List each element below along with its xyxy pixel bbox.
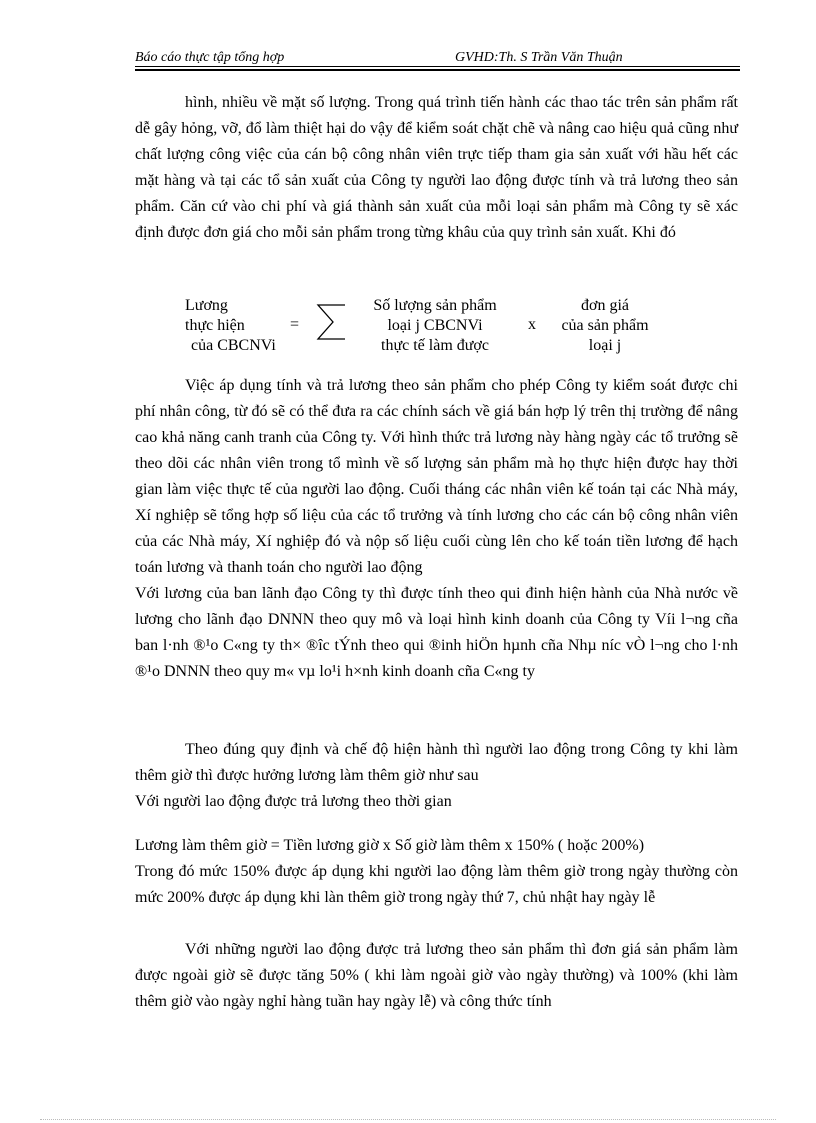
page-bottom-border [40,1119,776,1120]
formula-unit-price-line-2: của sản phẩm [561,317,649,334]
formula-quantity-line-1: Số lượng sản phẩm [373,297,497,314]
paragraph-piece-wage-intro: hình, nhiều về mặt số lượng. Trong quá trình tiến hành các thao tác trên sản phẩm rất dễ gây hỏng, vỡ, đổ làm thiệt hại do vậy để kiểm soát chặt chẽ và nâng cao hiệu quả cũng như chất lượng công việc của cán bộ công nhân viên trực tiếp tham gia sản xuất với hầu hết các mặt hàng và tại các tổ sản xuất của Công ty người lao động được tính và trả lương theo sản phẩm. Căn cứ vào chi phí và giá thành sản xuất của mỗi loại sản phẩm mà Công ty sẽ xác định được đơn giá cho mỗi sản phẩm trong từng khâu của quy trình sản xuất. Khi đó [135,94,738,241]
formula-lhs-line-2: thực hiện [185,317,245,334]
formula-unit-price-line-3: loại j [588,337,622,354]
header-supervisor: GVHD:Th. S Trần Văn Thuận [455,50,623,65]
header-rule-thin [135,66,740,67]
formula-quantity [360,296,510,356]
formula-times: x [528,316,536,333]
formula-lhs [185,296,276,356]
formula-unit-price [550,296,660,356]
header-rule-thick [135,69,740,71]
formula-quantity-line-2: loại j CBCNVi [387,317,483,334]
header-report-title: Báo cáo thực tập tổng hợp [135,50,285,65]
formula-equals: = [290,316,300,333]
line-time-wage-workers: Với người lao động được trả lương theo thời gian [135,793,452,810]
paragraph-piece-wage-benefits: Việc áp dụng tính và trả lương theo sản phẩm cho phép Công ty kiểm soát được chi phí nhân công, từ đó sẽ có thể đưa ra các chính sách về giá bán hợp lý trên thị trường để nâng cao khả năng canh tranh của Công ty. Với hình thức trả lương này hàng ngày các tổ trưởng sẽ theo dõi các nhân viên trong tổ mình về số lượng sản phẩm mà họ thực hiện được hay thời gian làm việc thực tế của người lao động. Cuối tháng các nhân viên kế toán tại các Nhà máy, Xí nghiệp sẽ tổng hợp số liệu của các tổ trưởng và tính lương cho các cán bộ công nhân viên của các Nhà máy, Xí nghiệp đó và nộp số liệu cuối cùng lên cho kế toán tiền lương để hạch toán lương và thanh toán cho người lao động [135,377,738,576]
formula-quantity-line-3: thực tế làm được [381,337,489,354]
paragraph-overtime-rates: Trong đó mức 150% được áp dụng khi người lao động làm thêm giờ trong ngày thường còn mức 200% được áp dụng khi làn thêm giờ trong ngày thứ 7, chủ nhật hay ngày lễ [135,863,738,906]
page-header [135,48,740,68]
paragraph-overtime-intro: Theo đúng quy định và chế độ hiện hành thì người lao động trong Công ty khi làm thêm giờ thì được hưởng lương làm thêm giờ như sau [135,741,738,784]
wage-formula [150,296,710,358]
formula-unit-price-line-1: đơn giá [580,297,629,314]
paragraph-management-wage: Với lương của ban lãnh đạo Công ty thì được tính theo qui đinh hiện hành của Nhà nước về lương cho lãnh đạo DNNN theo quy mô và loại hình kinh doanh của Công ty Víi l¬ng cña ban l·nh ®¹o C«ng ty th× ®îc tÝnh theo qui ®inh hiÖn hµnh cña Nhµ níc vÒ l¬ng cho l·nh ®¹o DNNN theo quy m« vµ lo¹i h×nh kinh doanh cña C«ng ty [135,585,738,680]
formula-lhs-line-3: của CBCNVi [191,337,276,354]
sigma-icon [315,302,347,342]
formula-lhs-line-1: Lương [185,297,228,314]
overtime-formula: Lương làm thêm giờ = Tiền lương giờ x Số giờ làm thêm x 150% ( hoặc 200%) [135,837,645,854]
paragraph-piece-overtime: Với những người lao động được trả lương theo sản phẩm thì đơn giá sản phẩm làm được ngoài giờ sẽ được tăng 50% ( khi làm ngoài giờ vào ngày thường) và 100% (khi làm thêm giờ vào ngày nghỉ hàng tuần hay ngày lễ) và công thức tính [135,941,738,1010]
